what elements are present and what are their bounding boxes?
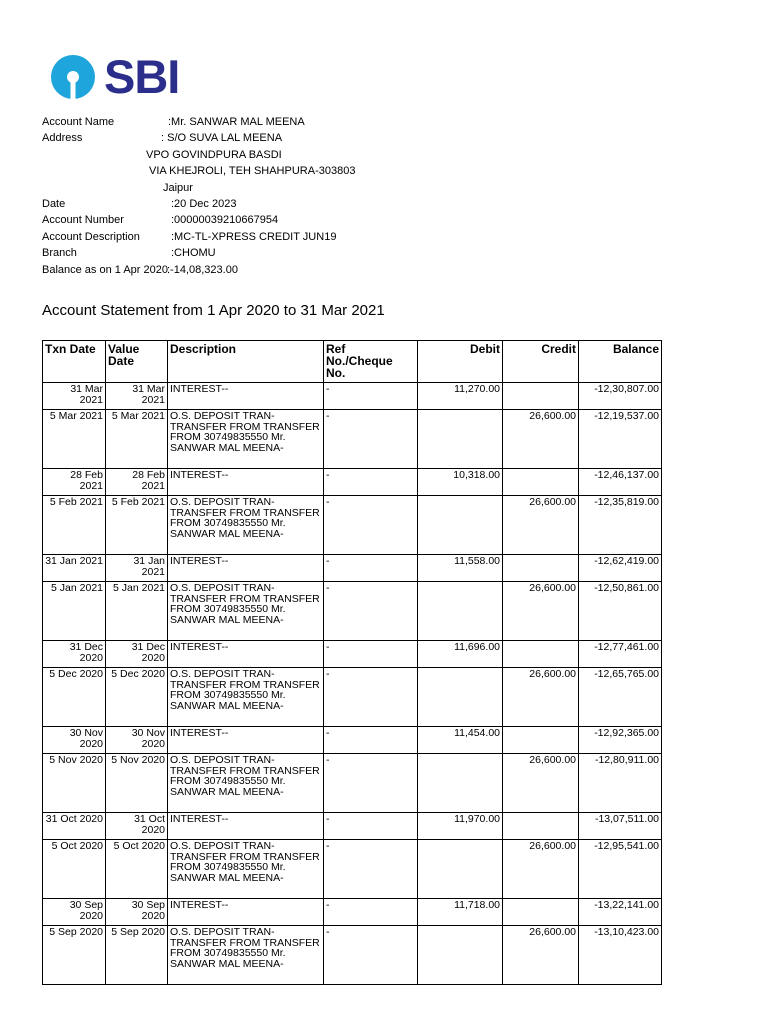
balance-cell: -12,50,861.00 <box>579 582 662 641</box>
debit-cell <box>418 410 503 469</box>
value-date-cell: 30 Sep 2020 <box>106 899 168 926</box>
branch-value: :CHOMU <box>171 247 216 260</box>
ref-no-cell: - <box>324 641 418 668</box>
table-row <box>43 496 662 555</box>
table-row <box>43 410 662 469</box>
credit-cell <box>503 383 579 410</box>
value-date-cell: 31 Jan 2021 <box>106 555 168 582</box>
balance-cell: -12,30,807.00 <box>579 383 662 410</box>
balance-cell: -12,92,365.00 <box>579 727 662 754</box>
balance-cell: -12,35,819.00 <box>579 496 662 555</box>
value-date-cell: 31 Dec 2020 <box>106 641 168 668</box>
debit-cell <box>418 582 503 641</box>
description-cell: INTEREST-- <box>168 383 324 410</box>
credit-cell: 26,600.00 <box>503 496 579 555</box>
balance-cell: -12,62,419.00 <box>579 555 662 582</box>
header-ref-no: Ref No./Cheque No. <box>324 341 418 383</box>
table-row <box>43 754 662 813</box>
header-description: Description <box>168 341 324 383</box>
credit-cell: 26,600.00 <box>503 668 579 727</box>
value-date-cell: 5 Nov 2020 <box>106 754 168 813</box>
debit-cell <box>418 840 503 899</box>
address-line-1: : S/O SUVA LAL MEENA <box>161 132 283 145</box>
table-row <box>43 555 662 582</box>
balance-cell: -12,95,541.00 <box>579 840 662 899</box>
date-value: :20 Dec 2023 <box>171 197 237 210</box>
debit-cell: 10,318.00 <box>418 469 503 496</box>
description-cell: O.S. DEPOSIT TRAN-TRANSFER FROM TRANSFER FROM 30749835550 Mr. SANWAR MAL MEENA- <box>168 926 324 985</box>
sbi-logo-text: SBI <box>104 50 180 103</box>
address-line-4: Jaipur <box>163 181 193 194</box>
value-date-cell: 5 Sep 2020 <box>106 926 168 985</box>
header-credit: Credit <box>503 341 579 383</box>
header-value-date: Value Date <box>106 341 168 383</box>
credit-cell <box>503 469 579 496</box>
description-cell: INTEREST-- <box>168 641 324 668</box>
txn-date-cell: 31 Dec 2020 <box>43 641 106 668</box>
description-cell: O.S. DEPOSIT TRAN-TRANSFER FROM TRANSFER FROM 30749835550 Mr. SANWAR MAL MEENA- <box>168 496 324 555</box>
credit-cell <box>503 641 579 668</box>
txn-date-cell: 5 Oct 2020 <box>43 840 106 899</box>
sbi-keyhole-logo-icon <box>50 54 96 100</box>
value-date-cell: 5 Mar 2021 <box>106 410 168 469</box>
ref-no-cell: - <box>324 496 418 555</box>
description-cell: INTEREST-- <box>168 899 324 926</box>
debit-cell <box>418 926 503 985</box>
txn-date-cell: 30 Sep 2020 <box>43 899 106 926</box>
txn-date-cell: 31 Mar 2021 <box>43 383 106 410</box>
branch-label: Branch <box>42 247 77 260</box>
account-number-value: :00000039210667954 <box>171 214 279 227</box>
balance-cell: -12,19,537.00 <box>579 410 662 469</box>
debit-cell: 11,270.00 <box>418 383 503 410</box>
balance-cell: -12,46,137.00 <box>579 469 662 496</box>
description-cell: O.S. DEPOSIT TRAN-TRANSFER FROM TRANSFER FROM 30749835550 Mr. SANWAR MAL MEENA- <box>168 840 324 899</box>
debit-cell: 11,696.00 <box>418 641 503 668</box>
ref-no-cell: - <box>324 727 418 754</box>
txn-date-cell: 30 Nov 2020 <box>43 727 106 754</box>
table-row <box>43 582 662 641</box>
debit-cell <box>418 754 503 813</box>
statement-title: Account Statement from 1 Apr 2020 to 31 Mar 2021 <box>42 302 385 319</box>
debit-cell: 11,454.00 <box>418 727 503 754</box>
account-name-label: Account Name <box>42 116 115 128</box>
account-description-label: Account Description <box>42 230 140 243</box>
table-row <box>43 813 662 840</box>
sbi-logo <box>50 50 180 103</box>
table-row <box>43 926 662 985</box>
date-label: Date <box>42 197 66 210</box>
ref-no-cell: - <box>324 840 418 899</box>
table-row <box>43 899 662 926</box>
txn-date-cell: 5 Dec 2020 <box>43 668 106 727</box>
header-txn-date: Txn Date <box>43 341 106 383</box>
txn-date-cell: 31 Jan 2021 <box>43 555 106 582</box>
txn-date-cell: 5 Mar 2021 <box>43 410 106 469</box>
credit-cell <box>503 899 579 926</box>
opening-balance-label: Balance as on 1 Apr 2020 <box>42 263 168 276</box>
balance-cell: -13,22,141.00 <box>579 899 662 926</box>
value-date-cell: 5 Oct 2020 <box>106 840 168 899</box>
table-row <box>43 840 662 899</box>
value-date-cell: 31 Mar 2021 <box>106 383 168 410</box>
credit-cell: 26,600.00 <box>503 754 579 813</box>
ref-no-cell: - <box>324 555 418 582</box>
debit-cell <box>418 496 503 555</box>
table-row <box>43 469 662 496</box>
ref-no-cell: - <box>324 813 418 840</box>
balance-cell: -12,65,765.00 <box>579 668 662 727</box>
ref-no-cell: - <box>324 469 418 496</box>
opening-balance-value: :-14,08,323.00 <box>167 263 238 276</box>
debit-cell: 11,970.00 <box>418 813 503 840</box>
ref-no-cell: - <box>324 383 418 410</box>
txn-date-cell: 5 Feb 2021 <box>43 496 106 555</box>
description-cell: O.S. DEPOSIT TRAN-TRANSFER FROM TRANSFER FROM 30749835550 Mr. SANWAR MAL MEENA- <box>168 410 324 469</box>
value-date-cell: 5 Dec 2020 <box>106 668 168 727</box>
ref-no-cell: - <box>324 754 418 813</box>
debit-cell: 11,558.00 <box>418 555 503 582</box>
account-description-value: :MC-TL-XPRESS CREDIT JUN19 <box>171 230 337 243</box>
credit-cell: 26,600.00 <box>503 410 579 469</box>
table-row <box>43 668 662 727</box>
ref-no-cell: - <box>324 926 418 985</box>
header-debit: Debit <box>418 341 503 383</box>
balance-cell: -13,10,423.00 <box>579 926 662 985</box>
address-label: Address <box>42 132 83 145</box>
txn-date-cell: 5 Jan 2021 <box>43 582 106 641</box>
value-date-cell: 5 Jan 2021 <box>106 582 168 641</box>
balance-cell: -13,07,511.00 <box>579 813 662 840</box>
account-number-label: Account Number <box>42 214 124 227</box>
ref-no-cell: - <box>324 668 418 727</box>
description-cell: INTEREST-- <box>168 727 324 754</box>
description-cell: O.S. DEPOSIT TRAN-TRANSFER FROM TRANSFER FROM 30749835550 Mr. SANWAR MAL MEENA- <box>168 754 324 813</box>
value-date-cell: 30 Nov 2020 <box>106 727 168 754</box>
transactions-table <box>42 340 662 985</box>
description-cell: INTEREST-- <box>168 469 324 496</box>
credit-cell: 26,600.00 <box>503 840 579 899</box>
ref-no-cell: - <box>324 899 418 926</box>
header-balance: Balance <box>579 341 662 383</box>
table-header-row <box>43 341 662 383</box>
address-line-2: VPO GOVINDPURA BASDI <box>146 148 282 161</box>
address-line-3: VIA KHEJROLI, TEH SHAHPURA-303803 <box>149 165 356 178</box>
txn-date-cell: 5 Nov 2020 <box>43 754 106 813</box>
description-cell: O.S. DEPOSIT TRAN-TRANSFER FROM TRANSFER FROM 30749835550 Mr. SANWAR MAL MEENA- <box>168 582 324 641</box>
description-cell: INTEREST-- <box>168 555 324 582</box>
description-cell: INTEREST-- <box>168 813 324 840</box>
table-row <box>43 383 662 410</box>
txn-date-cell: 28 Feb 2021 <box>43 469 106 496</box>
account-name-value: :Mr. SANWAR MAL MEENA <box>168 116 305 128</box>
balance-cell: -12,80,911.00 <box>579 754 662 813</box>
credit-cell <box>503 555 579 582</box>
value-date-cell: 31 Oct 2020 <box>106 813 168 840</box>
txn-date-cell: 31 Oct 2020 <box>43 813 106 840</box>
ref-no-cell: - <box>324 410 418 469</box>
value-date-cell: 28 Feb 2021 <box>106 469 168 496</box>
balance-cell: -12,77,461.00 <box>579 641 662 668</box>
txn-date-cell: 5 Sep 2020 <box>43 926 106 985</box>
debit-cell: 11,718.00 <box>418 899 503 926</box>
table-row <box>43 727 662 754</box>
credit-cell: 26,600.00 <box>503 926 579 985</box>
table-row <box>43 641 662 668</box>
credit-cell <box>503 813 579 840</box>
value-date-cell: 5 Feb 2021 <box>106 496 168 555</box>
credit-cell <box>503 727 579 754</box>
credit-cell: 26,600.00 <box>503 582 579 641</box>
ref-no-cell: - <box>324 582 418 641</box>
description-cell: O.S. DEPOSIT TRAN-TRANSFER FROM TRANSFER FROM 30749835550 Mr. SANWAR MAL MEENA- <box>168 668 324 727</box>
debit-cell <box>418 668 503 727</box>
